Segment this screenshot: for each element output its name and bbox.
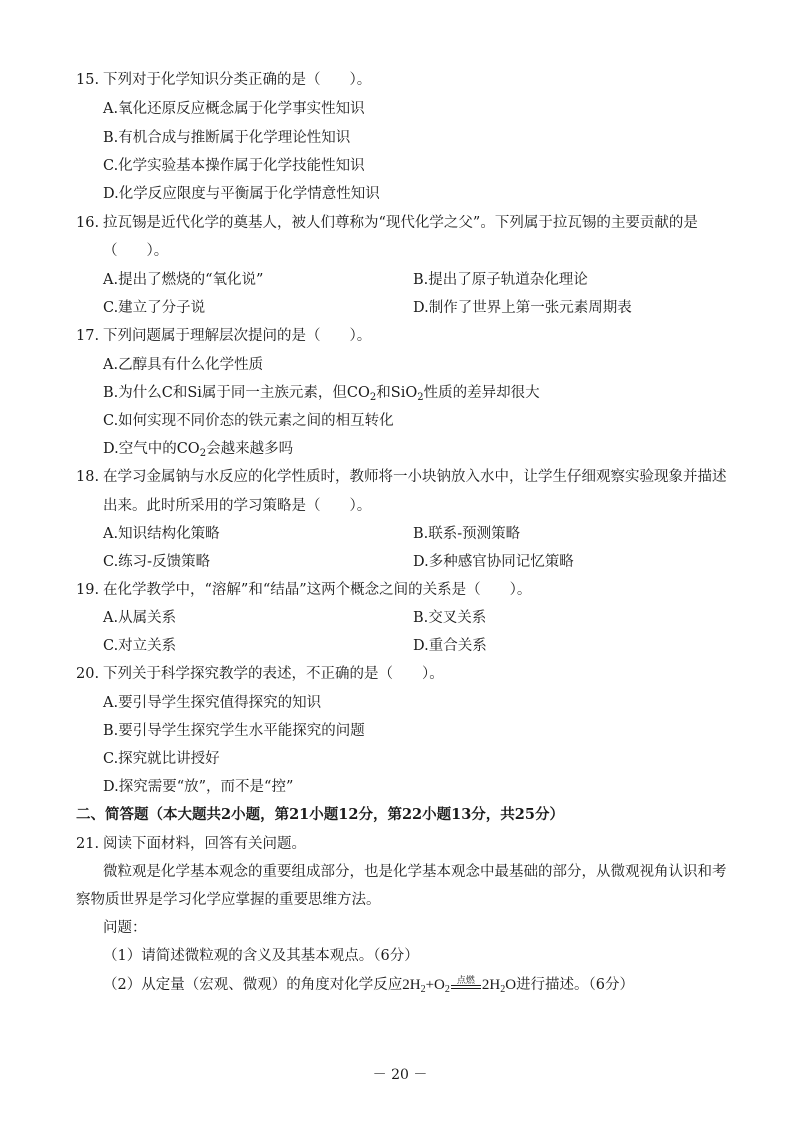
q15-option-d: D.化学反应限度与平衡属于化学情意性知识 [103,186,380,202]
q21-material-line1: 微粒观是化学基本观念的重要组成部分，也是化学基本观念中最基础的部分，从微观视角认识和考 [103,864,727,880]
q17-option-c: C.如何实现不同价态的铁元素之间的相互转化 [103,413,394,429]
page-number: － 20 － [372,1067,428,1083]
q15-stem: 下列对于化学知识分类正确的是（ ）。 [103,72,372,88]
q16-option-d: D.制作了世界上第一张元素周期表 [413,300,632,316]
q20-option-a: A.要引导学生探究值得探究的知识 [103,695,322,711]
q18-number: 18. [76,469,100,485]
q21-material-line2: 察物质世界是学习化学应掌握的重要思维方法。 [76,892,381,908]
q19-option-c: C.对立关系 [103,638,177,654]
q21-subquestion-2: （2）从定量（宏观、微观）的角度对化学反应$2H_2+O_2$ 点燃 $2H_2O$进行描述。（6分） [103,975,634,995]
q21-subquestion-1: （1）请简述微粒观的含义及其基本观点。（6分） [103,948,419,964]
q15-option-b: B.有机合成与推断属于化学理论性知识 [103,130,351,146]
q20-stem: 下列关于科学探究教学的表述，不正确的是（ ）。 [103,666,444,682]
q19-number: 19. [76,582,100,598]
reaction-equation: $2H_2+O_2$ 点燃 $2H_2O$ [402,975,516,995]
q17-number: 17. [76,328,100,344]
q16-stem-cont: （ ）。 [103,243,169,259]
q18-stem-cont: 出来。此时所采用的学习策略是（ ）。 [103,498,372,514]
q16-number: 16. [76,215,100,231]
q15-number: 15. [76,72,100,88]
q18-option-b: B.联系-预测策略 [413,526,521,542]
section-heading: 二、简答题（本大题共2小题，第21小题12分，第22小题13分，共25分） [76,806,564,823]
reaction-condition: 点燃 [456,974,475,985]
q15-option-c: C.化学实验基本操作属于化学技能性知识 [103,158,365,174]
q17-option-b: B.为什么C和Si属于同一主族元素，但$CO_2$和SiO$_2$性质的差异却很大 [103,385,540,403]
q19-option-a: A.从属关系 [103,610,177,626]
q21-question-label: 问题： [103,920,147,936]
q16-option-b: B.提出了原子轨道杂化理论 [413,272,588,288]
q20-option-d: D.探究需要“放”，而不是“控” [103,779,294,795]
q19-option-b: B.交叉关系 [413,610,487,626]
q17-option-d: D.空气中的$CO_2$会越来越多吗 [103,441,294,459]
q20-option-c: C.探究就比讲授好 [103,751,220,767]
q17-option-a: A.乙醇具有什么化学性质 [103,357,264,373]
q18-stem: 在学习金属钠与水反应的化学性质时，教师将一小块钠放入水中，让学生仔细观察实验现象并描述 [103,469,727,485]
q16-option-c: C.建立了分子说 [103,300,206,316]
q15-option-a: A.氧化还原反应概念属于化学事实性知识 [103,101,365,117]
q19-stem: 在化学教学中，“溶解”和“结晶”这两个概念之间的关系是（ ）。 [103,582,532,598]
q18-option-a: A.知识结构化策略 [103,526,220,542]
q16-option-a: A.提出了燃烧的“氧化说” [103,272,264,288]
q20-option-b: B.要引导学生探究学生水平能探究的问题 [103,723,365,739]
q17-stem: 下列问题属于理解层次提问的是（ ）。 [103,328,372,344]
q18-option-d: D.多种感官协同记忆策略 [413,554,574,570]
q18-option-c: C.练习-反馈策略 [103,554,211,570]
q21-stem: 阅读下面材料，回答有关问题。 [103,836,306,852]
q21-number: 21. [76,836,100,852]
q16-stem: 拉瓦锡是近代化学的奠基人，被人们尊称为“现代化学之父”。下列属于拉瓦锡的主要贡献的是 [103,215,698,231]
q20-number: 20. [76,666,100,682]
q19-option-d: D.重合关系 [413,638,487,654]
reaction-arrow-icon [451,974,481,993]
